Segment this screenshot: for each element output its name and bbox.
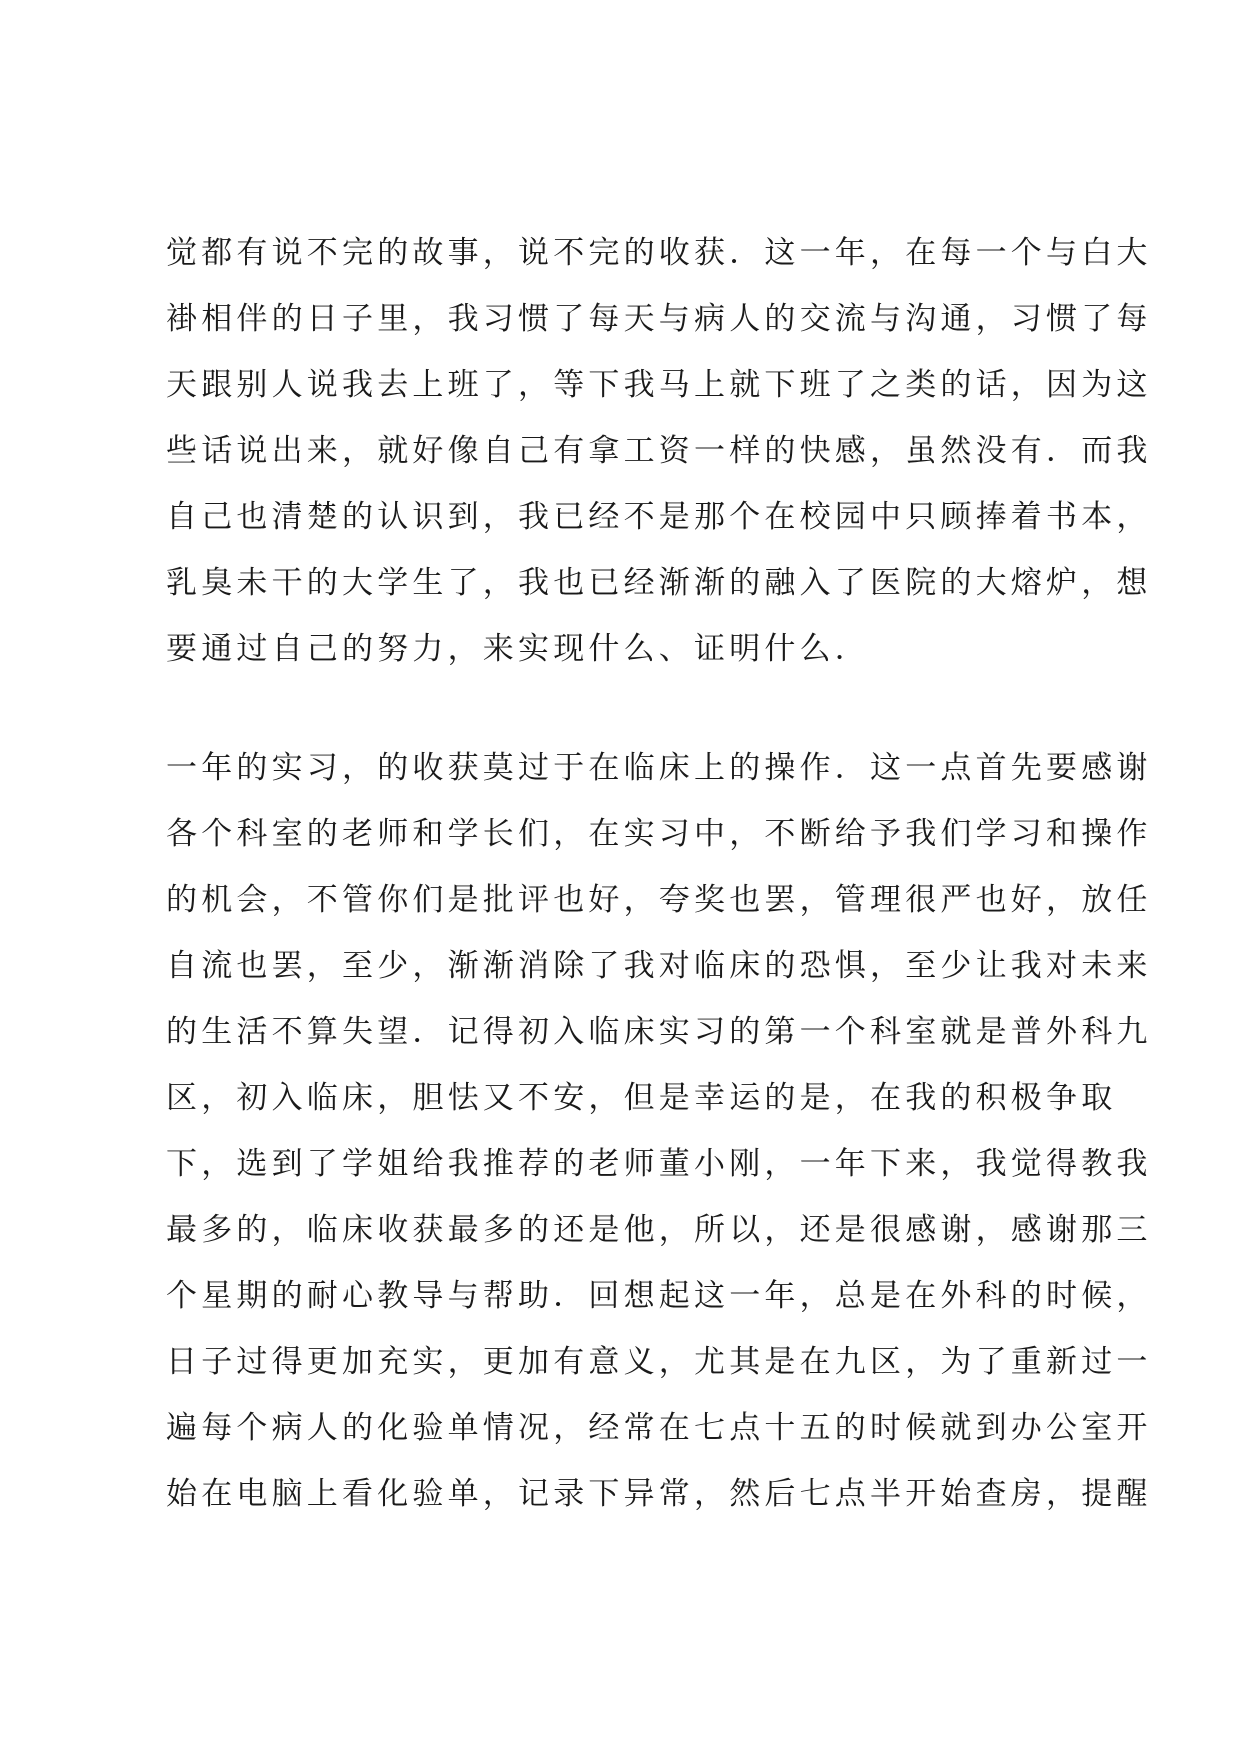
text-line: 自流也罢，至少，渐渐消除了我对临床的恐惧，至少让我对未来 — [166, 948, 1152, 984]
text-line: 些话说出来，就好像自己有拿工资一样的快感，虽然没有．而我 — [166, 433, 1152, 469]
text-line: 始在电脑上看化验单，记录下异常，然后七点半开始查房，提醒 — [166, 1476, 1152, 1512]
text-line: 的机会，不管你们是批评也好，夸奖也罢，管理很严也好，放任 — [166, 882, 1152, 918]
text-line: 区，初入临床，胆怯又不安，但是幸运的是，在我的积极争取 — [166, 1080, 1117, 1116]
text-line: 乳臭未干的大学生了，我也已经渐渐的融入了医院的大熔炉，想 — [166, 565, 1152, 601]
text-line: 最多的，临床收获最多的还是他，所以，还是很感谢，感谢那三 — [166, 1212, 1152, 1248]
text-line: 一年的实习，的收获莫过于在临床上的操作．这一点首先要感谢 — [166, 750, 1152, 786]
paragraph-2 — [166, 735, 1152, 1527]
text-line: 日子过得更加充实，更加有意义，尤其是在九区，为了重新过一 — [166, 1344, 1152, 1380]
text-line: 的生活不算失望．记得初入临床实习的第一个科室就是普外科九 — [166, 1014, 1152, 1050]
paragraph-1 — [166, 220, 1152, 682]
text-line: 个星期的耐心教导与帮助．回想起这一年，总是在外科的时候， — [166, 1278, 1152, 1314]
text-line: 要通过自己的努力，来实现什么、证明什么． — [166, 631, 870, 667]
text-line: 遍每个病人的化验单情况，经常在七点十五的时候就到办公室开 — [166, 1410, 1152, 1446]
text-line: 天跟别人说我去上班了，等下我马上就下班了之类的话，因为这 — [166, 367, 1152, 403]
text-line: 下，选到了学姐给我推荐的老师董小刚，一年下来，我觉得教我 — [166, 1146, 1152, 1182]
text-line: 觉都有说不完的故事，说不完的收获．这一年，在每一个与白大 — [166, 235, 1152, 271]
text-line: 褂相伴的日子里，我习惯了每天与病人的交流与沟通，习惯了每 — [166, 301, 1152, 337]
text-line: 各个科室的老师和学长们，在实习中，不断给予我们学习和操作 — [166, 816, 1152, 852]
text-line: 自己也清楚的认识到，我已经不是那个在校园中只顾捧着书本， — [166, 499, 1152, 535]
